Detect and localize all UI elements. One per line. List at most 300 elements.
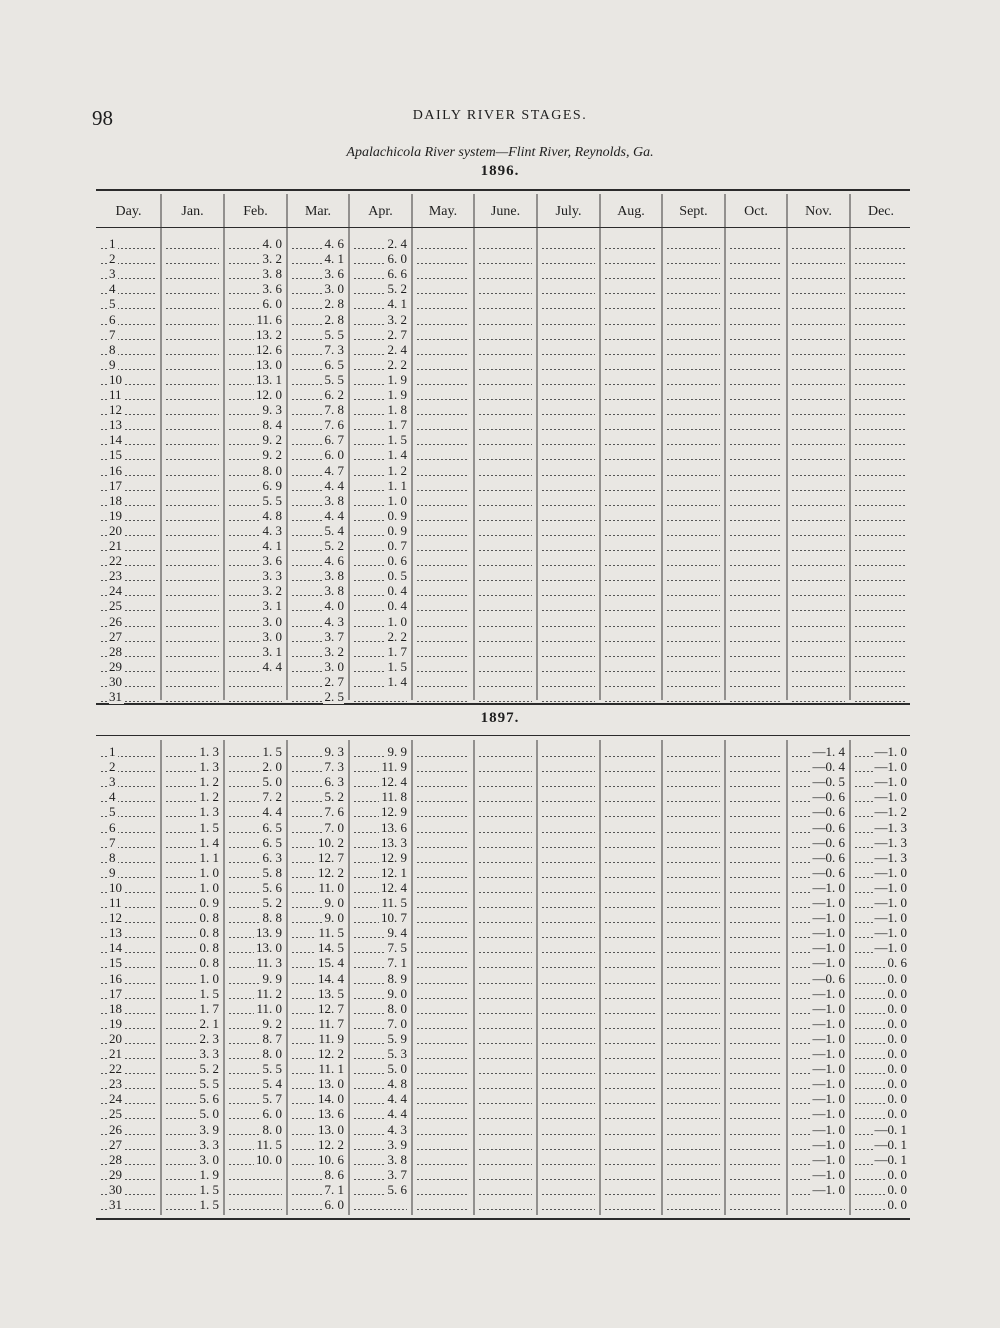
stage-cell-aug [605,880,657,895]
stage-cell-jul [542,508,595,523]
stage-cell-jun [479,644,532,659]
stage-cell-oct [730,417,782,432]
stage-cell-apr [354,804,407,819]
stage-cell-mar [292,774,344,789]
stage-cell-aug [605,744,657,759]
stage-value: 0. 0 [887,1030,907,1046]
stage-value: —1. 0 [812,1166,845,1182]
stage-cell-feb [229,759,282,774]
stage-value: 9. 2 [262,1015,282,1031]
stage-cell-dec [855,447,907,462]
stage-cell-jan [166,1106,219,1121]
stage-cell-apr [354,1016,407,1031]
day-cell [101,342,156,357]
column-header-jun: June. [490,204,521,219]
stage-cell-sep [667,296,720,311]
stage-cell-mar [292,1167,344,1182]
stage-cell-nov [792,266,845,281]
stage-cell-feb [229,1001,282,1016]
stage-value: 11. 2 [256,985,282,1001]
day-cell [101,523,156,538]
stage-cell-oct [730,447,782,462]
stage-cell-jun [479,910,532,925]
stage-value: 5. 9 [387,1030,407,1046]
stage-value: 7. 6 [324,417,344,433]
stage-cell-jul [542,850,595,865]
stage-cell-mar [292,689,344,704]
stage-cell-apr [354,432,407,447]
stage-cell-may [417,1091,469,1106]
stage-cell-jan [166,357,219,372]
stage-value: —0. 5 [812,774,845,790]
stage-value: 3. 0 [324,281,344,297]
stage-cell-jun [479,986,532,1001]
day-cell [101,774,156,789]
day-number: 25 [109,1106,122,1122]
day-number: 18 [109,492,122,508]
stage-value: —1. 0 [812,895,845,910]
day-cell [101,689,156,704]
stage-cell-dec [855,251,907,266]
stage-cell-jul [542,925,595,940]
stage-value: 9. 0 [324,910,344,926]
stage-cell-jan [166,266,219,281]
stage-cell-apr [354,820,407,835]
stage-cell-jan [166,251,219,266]
stage-cell-aug [605,402,657,417]
stage-cell-jul [542,689,595,704]
stage-cell-oct [730,1016,782,1031]
table-subtitle: Apalachicola River system—Flint River, Reynolds, Ga. [346,145,654,160]
stage-cell-nov [792,583,845,598]
stage-cell-nov [792,342,845,357]
stage-cell-jul [542,342,595,357]
stage-value: 1. 8 [387,402,407,418]
stage-cell-dec [855,568,907,583]
stage-value: —1. 4 [812,744,845,759]
stage-value: —1. 0 [812,1000,845,1016]
stage-cell-may [417,281,469,296]
stage-value: 12. 7 [318,849,344,865]
stage-value: 2. 7 [324,673,344,689]
stage-cell-nov [792,236,845,251]
stage-cell-may [417,789,469,804]
stage-value: 15. 4 [318,955,344,971]
stage-cell-oct [730,1061,782,1076]
stage-cell-aug [605,955,657,970]
stage-cell-aug [605,478,657,493]
stage-cell-jun [479,971,532,986]
day-number: 12 [109,910,122,926]
stage-cell-sep [667,644,720,659]
stage-cell-aug [605,659,657,674]
stage-cell-may [417,296,469,311]
stage-cell-apr [354,1106,407,1121]
stage-value: 1. 0 [199,970,219,986]
stage-cell-may [417,1197,469,1212]
stage-cell-jul [542,447,595,462]
stage-cell-jan [166,508,219,523]
stage-value: —1. 3 [874,849,907,865]
stage-cell-may [417,402,469,417]
stage-cell-aug [605,417,657,432]
stage-value: 3. 9 [199,1121,219,1137]
stage-cell-may [417,629,469,644]
stage-cell-nov [792,940,845,955]
stage-value: 4. 3 [324,613,344,629]
stage-value: 4. 1 [324,251,344,267]
stage-cell-sep [667,804,720,819]
day-number: 7 [109,326,116,342]
stage-cell-oct [730,1167,782,1182]
stage-cell-apr [354,266,407,281]
stage-cell-dec [855,774,907,789]
stage-cell-jun [479,850,532,865]
stage-cell-jun [479,327,532,342]
stage-cell-aug [605,538,657,553]
stage-cell-dec [855,895,907,910]
stage-cell-apr [354,327,407,342]
stage-value: 0. 0 [887,1181,907,1197]
column-header-nov: Nov. [805,204,832,219]
stage-cell-apr [354,553,407,568]
stage-cell-apr [354,463,407,478]
stage-cell-mar [292,1122,344,1137]
stage-value: —1. 0 [874,879,907,895]
stage-cell-sep [667,759,720,774]
stage-value: 9. 9 [387,744,407,759]
stage-value: 6. 3 [324,774,344,790]
stage-value: 7. 1 [387,955,407,971]
stage-cell-sep [667,925,720,940]
stage-cell-nov [792,568,845,583]
day-number: 1 [109,236,116,251]
stage-value: 7. 6 [324,804,344,820]
stage-value: 6. 5 [262,834,282,850]
stage-cell-jun [479,251,532,266]
stage-cell-jan [166,986,219,1001]
day-cell [101,1122,156,1137]
stage-cell-may [417,1001,469,1016]
stage-value: 2. 4 [387,236,407,251]
stage-value: —1. 0 [812,1181,845,1197]
stage-value: 3. 6 [324,266,344,282]
stage-cell-sep [667,865,720,880]
stage-cell-jan [166,759,219,774]
stage-cell-dec [855,614,907,629]
day-cell [101,744,156,759]
stage-cell-dec [855,281,907,296]
stage-cell-mar [292,895,344,910]
stage-value: 6. 3 [262,849,282,865]
column-header-mar: Mar. [304,204,332,219]
day-cell [101,236,156,251]
stage-value: 9. 3 [262,402,282,418]
stage-cell-oct [730,296,782,311]
stage-cell-dec [855,1016,907,1031]
stage-cell-feb [229,925,282,940]
stage-cell-jul [542,1197,595,1212]
stage-value: —0. 6 [812,864,845,880]
stage-value: 5. 0 [199,1106,219,1122]
stage-cell-sep [667,1061,720,1076]
stage-cell-jan [166,895,219,910]
stage-cell-nov [792,493,845,508]
stage-value: —0. 6 [812,819,845,835]
stage-cell-nov [792,971,845,986]
stage-cell-mar [292,940,344,955]
stage-cell-jul [542,1001,595,1016]
stage-value: 8. 7 [262,1030,282,1046]
stage-value: 5. 6 [199,1091,219,1107]
stage-cell-nov [792,629,845,644]
stage-value: 3. 3 [199,1136,219,1152]
stage-cell-apr [354,940,407,955]
stage-cell-nov [792,598,845,613]
stage-cell-oct [730,553,782,568]
stage-cell-apr [354,402,407,417]
stage-cell-dec [855,910,907,925]
stage-cell-jan [166,644,219,659]
stage-cell-may [417,1046,469,1061]
stage-cell-oct [730,583,782,598]
stage-cell-oct [730,659,782,674]
day-number: 22 [109,553,122,569]
day-cell [101,1016,156,1031]
stage-value: 0. 0 [887,1061,907,1077]
stage-cell-may [417,971,469,986]
stage-cell-aug [605,971,657,986]
stage-cell-sep [667,357,720,372]
stage-cell-nov [792,372,845,387]
stage-value: —0. 6 [812,834,845,850]
day-number: 10 [109,371,122,387]
stage-value: 7. 3 [324,759,344,775]
stage-cell-apr [354,955,407,970]
day-cell [101,614,156,629]
day-cell [101,865,156,880]
stage-cell-aug [605,1091,657,1106]
stage-cell-nov [792,910,845,925]
stage-cell-jan [166,493,219,508]
stage-cell-may [417,342,469,357]
stage-cell-aug [605,910,657,925]
stage-cell-sep [667,1031,720,1046]
day-cell [101,1091,156,1106]
stage-value: 1. 0 [387,492,407,508]
stage-cell-feb [229,523,282,538]
stage-cell-apr [354,1122,407,1137]
stage-value: 3. 1 [262,598,282,614]
day-number: 27 [109,1136,122,1152]
stage-cell-may [417,674,469,689]
stage-cell-feb [229,357,282,372]
stage-value: —1. 0 [874,789,907,805]
stage-value: 1. 4 [387,673,407,689]
stage-cell-aug [605,553,657,568]
day-number: 13 [109,417,122,433]
day-cell [101,629,156,644]
stage-cell-oct [730,568,782,583]
stage-cell-apr [354,744,407,759]
stage-value: 11. 3 [256,955,282,971]
stage-value: 0. 9 [387,507,407,523]
stage-cell-sep [667,568,720,583]
stage-cell-apr [354,759,407,774]
stage-value: 7. 2 [262,789,282,805]
day-cell [101,312,156,327]
stage-value: 2. 1 [199,1015,219,1031]
stage-cell-sep [667,614,720,629]
day-number: 31 [109,689,122,704]
day-cell [101,789,156,804]
stage-cell-feb [229,327,282,342]
stage-cell-jun [479,508,532,523]
stage-cell-jun [479,342,532,357]
stage-cell-feb [229,1046,282,1061]
stage-cell-jan [166,629,219,644]
stage-cell-aug [605,583,657,598]
stage-cell-jan [166,296,219,311]
stage-value: 3. 7 [387,1166,407,1182]
stage-cell-apr [354,1046,407,1061]
stage-value: 1. 5 [199,1197,219,1212]
stage-cell-jul [542,971,595,986]
stage-cell-feb [229,236,282,251]
stage-value: 12. 6 [256,341,282,357]
stage-value: 8. 8 [262,910,282,926]
day-cell [101,1001,156,1016]
stage-value: 11. 8 [381,789,407,805]
stage-cell-jun [479,583,532,598]
stage-value: —0. 6 [812,849,845,865]
stage-cell-feb [229,417,282,432]
stage-cell-nov [792,1182,845,1197]
stage-cell-nov [792,955,845,970]
stage-cell-jul [542,986,595,1001]
stage-cell-aug [605,463,657,478]
stage-cell-mar [292,986,344,1001]
day-number: 19 [109,507,122,523]
stage-cell-jan [166,804,219,819]
stage-cell-aug [605,598,657,613]
stage-cell-mar [292,598,344,613]
day-cell [101,296,156,311]
stage-cell-apr [354,296,407,311]
stage-cell-aug [605,1016,657,1031]
stage-value: —0. 1 [874,1136,907,1152]
stage-cell-aug [605,236,657,251]
day-number: 11 [109,895,122,910]
stage-cell-jun [479,296,532,311]
stage-cell-jan [166,1016,219,1031]
stage-cell-jul [542,659,595,674]
stage-cell-nov [792,281,845,296]
stage-cell-jun [479,1091,532,1106]
stage-cell-jan [166,523,219,538]
stage-cell-dec [855,744,907,759]
day-cell [101,1061,156,1076]
stage-value: 11. 9 [381,759,407,775]
stage-cell-oct [730,1046,782,1061]
stage-cell-apr [354,372,407,387]
stage-cell-nov [792,659,845,674]
stage-cell-aug [605,251,657,266]
stage-cell-feb [229,463,282,478]
stage-cell-apr [354,523,407,538]
stage-cell-feb [229,820,282,835]
day-number: 13 [109,925,122,941]
stage-value: 12. 2 [318,864,344,880]
stage-cell-jul [542,1182,595,1197]
stage-cell-may [417,523,469,538]
stage-value: 3. 8 [262,266,282,282]
day-number: 23 [109,568,122,584]
stage-cell-jun [479,417,532,432]
stage-cell-sep [667,463,720,478]
day-number: 3 [109,774,116,790]
stage-cell-may [417,804,469,819]
stage-cell-nov [792,1137,845,1152]
day-number: 6 [109,819,116,835]
stage-cell-jun [479,865,532,880]
stage-cell-dec [855,598,907,613]
stage-cell-mar [292,357,344,372]
stage-cell-jul [542,880,595,895]
stage-value: 3. 7 [324,628,344,644]
stage-cell-may [417,1152,469,1167]
stage-value: —0. 6 [812,789,845,805]
stage-cell-may [417,266,469,281]
stage-cell-jun [479,1106,532,1121]
stage-cell-nov [792,1091,845,1106]
column-header-jan: Jan. [181,204,204,219]
day-number: 18 [109,1000,122,1016]
stage-value: 5. 8 [262,864,282,880]
stage-cell-mar [292,568,344,583]
stage-value: 2. 4 [387,341,407,357]
stage-cell-aug [605,312,657,327]
stage-cell-jun [479,1197,532,1212]
stage-cell-nov [792,1046,845,1061]
stage-cell-mar [292,1152,344,1167]
stage-cell-may [417,774,469,789]
stage-value: —0. 4 [812,759,845,775]
stage-value: 0. 0 [887,970,907,986]
stage-cell-nov [792,925,845,940]
stage-value: —1. 0 [812,1030,845,1046]
stage-value: —1. 0 [812,1121,845,1137]
stage-cell-jan [166,478,219,493]
stage-cell-feb [229,266,282,281]
stage-cell-apr [354,850,407,865]
stage-cell-dec [855,1197,907,1212]
stage-cell-jan [166,940,219,955]
stage-cell-jun [479,955,532,970]
stage-cell-jun [479,463,532,478]
stage-value: 2. 5 [324,689,344,704]
stage-cell-apr [354,251,407,266]
day-number: 14 [109,432,122,448]
stage-cell-may [417,568,469,583]
stage-cell-oct [730,971,782,986]
stage-value: 0. 0 [887,1197,907,1212]
day-cell [101,598,156,613]
stage-value: 4. 3 [262,522,282,538]
day-cell [101,835,156,850]
day-number: 28 [109,1151,122,1167]
stage-value: 4. 6 [324,236,344,251]
